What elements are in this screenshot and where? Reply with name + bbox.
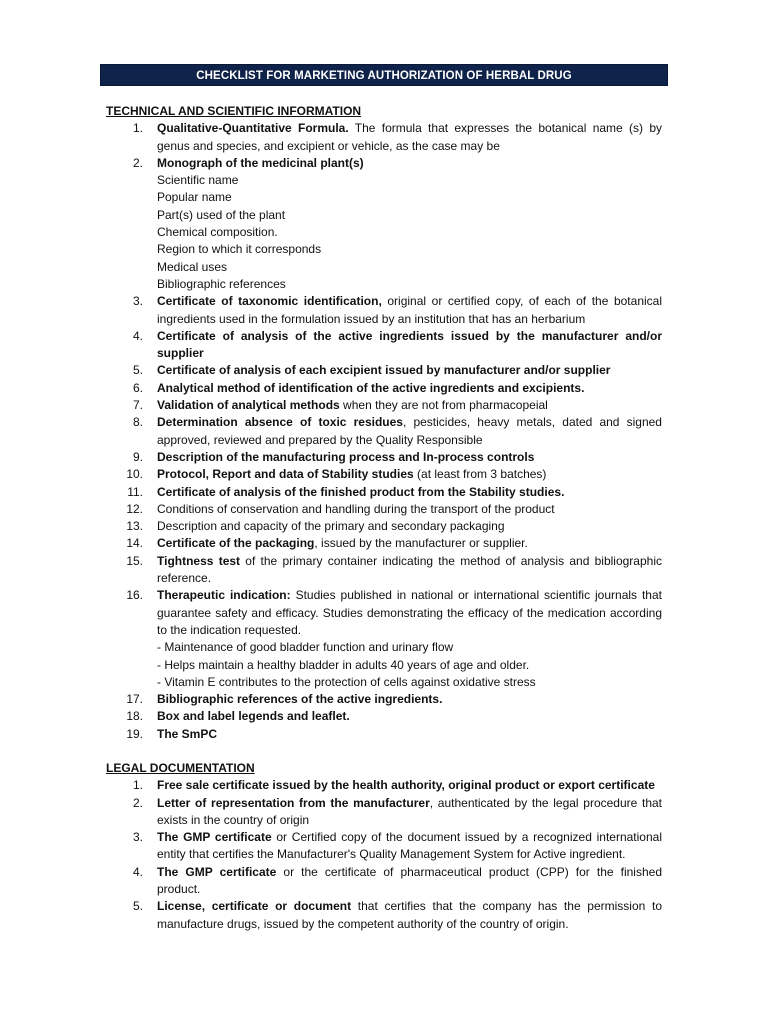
item-text [153, 535, 662, 552]
item-text [153, 898, 662, 933]
item-bold-text: Box and label legends and leaflet. [157, 709, 350, 724]
item-text [153, 691, 662, 708]
section-heading: LEGAL DOCUMENTATION [106, 760, 255, 775]
list-item [106, 726, 662, 743]
item-bold-text: The GMP certificate [157, 864, 277, 879]
list-item [106, 328, 662, 363]
item-bold-text: Bibliographic references of the active ingredients. [157, 692, 443, 707]
item-number: 9. [132, 449, 143, 464]
item-number: 2. [132, 155, 143, 170]
item-text [153, 587, 662, 691]
section-spacer [106, 743, 662, 760]
item-sub-entry: Popular name [157, 190, 232, 205]
item-number-cell [106, 535, 153, 552]
list-item [106, 362, 662, 379]
item-regular-text: of the primary container indicating the method of analysis and bibliographic reference. [157, 553, 662, 586]
item-number-cell [106, 362, 153, 379]
item-regular-text: , issued by the manufacturer or supplier. [314, 536, 528, 551]
item-bold-text: Certificate of the packaging [157, 536, 315, 551]
item-bold-text: Description of the manufacturing process and In-process controls [157, 449, 535, 464]
item-sub-entry: Bibliographic references [157, 276, 286, 291]
item-regular-text: Description and capacity of the primary and secondary packaging [157, 519, 505, 534]
list-item [106, 484, 662, 501]
list-item [106, 293, 662, 328]
item-sub-entry: - Helps maintain a healthy bladder in adults 40 years of age and older. [157, 657, 530, 672]
item-number-cell [106, 449, 153, 466]
item-number: 12. [126, 501, 143, 516]
item-regular-text: (at least from 3 batches) [413, 467, 547, 482]
item-sub-entry: Region to which it corresponds [157, 242, 322, 257]
list-item [106, 449, 662, 466]
item-number-cell [106, 155, 153, 293]
item-sub-entry: Medical uses [157, 259, 228, 274]
list-item [106, 120, 662, 155]
item-number: 3. [132, 830, 143, 845]
item-regular-text: Conditions of conservation and handling during the transport of the product [157, 501, 555, 516]
list-item [106, 535, 662, 552]
list-item [106, 414, 662, 449]
item-text [153, 518, 662, 535]
item-bold-text: Monograph of the medicinal plant(s) [157, 155, 364, 170]
item-bold-text: The SmPC [157, 726, 218, 741]
item-text [153, 466, 662, 483]
item-number-cell [106, 466, 153, 483]
item-number: 19. [126, 726, 143, 741]
item-number: 10. [126, 467, 143, 482]
item-text [153, 501, 662, 518]
item-number: 5. [132, 899, 143, 914]
item-number: 1. [132, 121, 143, 136]
list-item [106, 864, 662, 899]
item-bold-text: Certificate of taxonomic identification, [157, 294, 382, 309]
item-bold-text: License, certificate or document [157, 899, 352, 914]
item-text [153, 829, 662, 864]
item-number-cell [106, 777, 153, 794]
item-bold-text: Analytical method of identification of the active ingredients and excipients. [157, 380, 585, 395]
item-number-cell [106, 501, 153, 518]
item-number: 6. [132, 380, 143, 395]
list-item [106, 518, 662, 535]
item-regular-text: or the certificate of pharmaceutical product (CPP) for the finished product. [157, 864, 662, 897]
item-regular-text: Studies published in national or international scientific journals that guarantee safety and efficacy. Studies demonstrating the efficacy of the medication according to the indication requested. [157, 588, 662, 637]
item-number: 2. [132, 795, 143, 810]
item-number: 3. [132, 294, 143, 309]
item-text [153, 293, 662, 328]
list-item [106, 829, 662, 864]
item-text [153, 726, 662, 743]
item-regular-text: The formula that expresses the botanical name (s) by genus and species, and excipient or vehicle, as the case may be [157, 121, 662, 153]
item-number-cell [106, 795, 153, 830]
item-bold-text: The GMP certificate [157, 830, 272, 845]
item-number: 1. [132, 778, 143, 793]
list-item [106, 155, 662, 293]
list-item [106, 397, 662, 414]
item-text [153, 155, 662, 293]
list-item [106, 898, 662, 933]
item-text [153, 120, 662, 155]
list-item [106, 587, 662, 691]
item-number: 11. [127, 484, 143, 499]
document-title-banner: CHECKLIST FOR MARKETING AUTHORIZATION OF HERBAL DRUG [100, 64, 668, 86]
item-bold-text: Tightness test [157, 553, 241, 568]
item-number-cell [106, 484, 153, 501]
item-text [153, 414, 662, 449]
item-bold-text: Protocol, Report and data of Stability studies [157, 467, 414, 482]
item-bold-text: Qualitative-Quantitative Formula. [157, 121, 349, 136]
list-item [106, 466, 662, 483]
item-number-cell [106, 553, 153, 588]
checklist [106, 120, 662, 743]
section-heading: TECHNICAL AND SCIENTIFIC INFORMATION [106, 104, 362, 118]
item-text [153, 708, 662, 725]
item-number-cell [106, 691, 153, 708]
item-bold-text: Determination absence of toxic residues [157, 415, 403, 430]
item-sub-entry: - Maintenance of good bladder function and urinary flow [157, 640, 454, 655]
item-number: 15. [126, 553, 143, 568]
item-text [153, 328, 662, 363]
list-item [106, 691, 662, 708]
item-number: 4. [132, 328, 143, 343]
item-sub-entry: Chemical composition. [157, 225, 278, 240]
list-item [106, 380, 662, 397]
item-regular-text: , pesticides, heavy metals, dated and signed approved, reviewed and prepared by the Quality Responsible [157, 415, 662, 447]
item-number-cell [106, 414, 153, 449]
item-number-cell [106, 328, 153, 363]
item-bold-text: Therapeutic indication: [157, 588, 291, 603]
list-item [106, 708, 662, 725]
item-number: 7. [132, 398, 143, 413]
item-text [153, 553, 662, 588]
item-number: 4. [132, 864, 143, 879]
item-bold-text: Certificate of analysis of each excipient issued by manufacturer and/or supplier [157, 363, 611, 378]
item-regular-text: when they are not from pharmacopeial [339, 398, 548, 413]
item-regular-text: , authenticated by the legal procedure that exists in the country of origin [157, 795, 663, 827]
item-number: 18. [126, 709, 143, 724]
document-body [106, 103, 662, 933]
item-number-cell [106, 898, 153, 933]
item-number-cell [106, 120, 153, 155]
item-number-cell [106, 518, 153, 535]
item-bold-text: Letter of representation from the manufacturer [157, 795, 430, 810]
item-regular-text: that certifies that the company has the permission to manufacture drugs, issued by the competent authority of the country of origin. [157, 899, 662, 931]
checklist [106, 777, 662, 933]
item-number-cell [106, 708, 153, 725]
item-bold-text: Free sale certificate issued by the health authority, original product or export certificate [157, 778, 655, 793]
item-regular-text: or Certified copy of the document issued by a recognized international entity that certifies the Manufacturer's Quality Management System for Active ingredient. [157, 830, 662, 862]
item-number: 5. [132, 363, 143, 378]
item-number-cell [106, 726, 153, 743]
item-number-cell [106, 380, 153, 397]
item-text [153, 380, 662, 397]
item-number: 13. [126, 519, 143, 534]
item-text [153, 449, 662, 466]
item-bold-text: Validation of analytical methods [157, 398, 340, 413]
item-bold-text: Certificate of analysis of the finished product from the Stability studies. [157, 484, 565, 499]
item-number-cell [106, 587, 153, 691]
item-number-cell [106, 864, 153, 899]
item-text [153, 484, 662, 501]
item-sub-entry: - Vitamin E contributes to the protection of cells against oxidative stress [157, 674, 536, 689]
item-bold-text: Certificate of analysis of the active ingredients issued by the manufacturer and/or supplier [157, 328, 662, 361]
item-text [153, 864, 662, 899]
list-item [106, 553, 662, 588]
item-number: 16. [126, 588, 143, 603]
item-sub-entry: Part(s) used of the plant [157, 207, 286, 222]
item-text [153, 795, 662, 830]
item-number-cell [106, 397, 153, 414]
item-number-cell [106, 293, 153, 328]
list-item [106, 795, 662, 830]
item-sub-entry: Scientific name [157, 173, 239, 188]
item-number: 17. [126, 692, 143, 707]
item-text [153, 397, 662, 414]
item-regular-text: original or certified copy, of each of the botanical ingredients used in the formulation issued by an institution that has an herbarium [157, 294, 662, 326]
item-number-cell [106, 829, 153, 864]
list-item [106, 501, 662, 518]
list-item [106, 777, 662, 794]
item-text [153, 777, 662, 794]
item-text [153, 362, 662, 379]
item-number: 8. [132, 415, 143, 430]
item-number: 14. [126, 536, 143, 551]
